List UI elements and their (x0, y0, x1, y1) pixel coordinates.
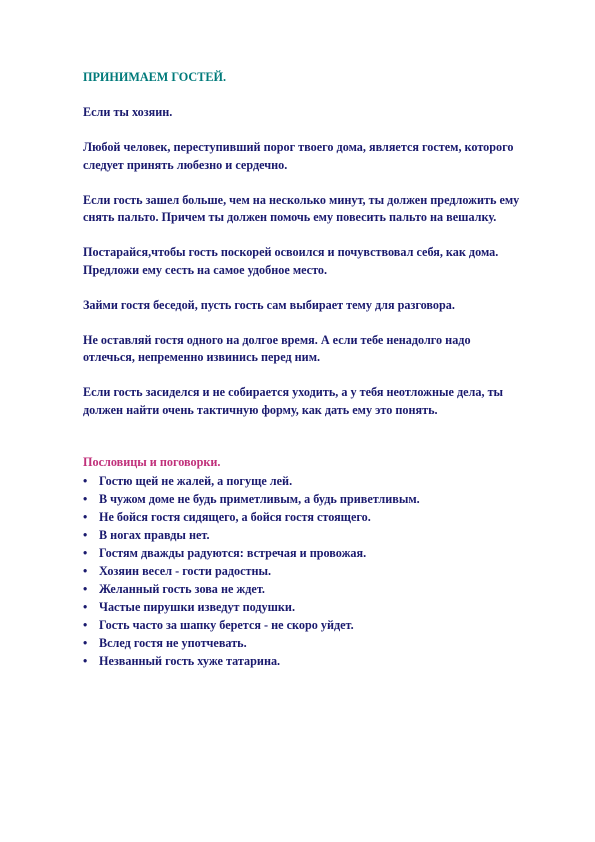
paragraph: Если гость засиделся и не собирается уходить, а у тебя неотложные дела, ты должен найти очень тактичную форму, как дать ему это понять. (83, 385, 504, 417)
proverb-text: Желанный гость зова не ждет. (99, 581, 265, 596)
list-item (83, 616, 523, 634)
bullet-icon: • (83, 617, 88, 632)
page-title: ПРИНИМАЕМ ГОСТЕЙ. (83, 70, 227, 84)
bullet-icon: • (83, 509, 88, 524)
bullet-icon: • (83, 527, 88, 542)
bullet-icon: • (83, 635, 88, 650)
paragraph: Не оставляй гостя одного на долгое время. А если тебе ненадолго надо отлечься, непременно извинись перед ним. (83, 332, 471, 364)
proverb-text: Не бойся гостя сидящего, а бойся гостя стоящего. (99, 509, 371, 524)
bullet-icon: • (83, 653, 88, 668)
bullet-icon: • (83, 473, 88, 488)
list-item (83, 598, 523, 616)
section-gap (83, 437, 523, 455)
list-item (83, 472, 523, 490)
proverb-text: Хозяин весел - гости радостны. (99, 563, 272, 578)
list-item (83, 652, 523, 670)
list-item (83, 544, 523, 562)
proverb-text: Частые пирушки изведут подушки. (99, 599, 295, 614)
bullet-icon: • (83, 545, 88, 560)
bullet-icon: • (83, 581, 88, 596)
proverb-text: Незванный гость хуже татарина. (99, 653, 281, 668)
list-item (83, 580, 523, 598)
paragraph: Если гость зашел больше, чем на несколько минут, ты должен предложить ему снять пальто. Причем ты должен помочь ему повесить пальто на вешалку. (83, 192, 520, 224)
proverbs-list (83, 472, 523, 670)
list-item (83, 634, 523, 652)
proverbs-title: Пословицы и поговорки. (83, 455, 221, 469)
list-item (83, 526, 523, 544)
proverb-text: Гостю щей не жалей, а погуще лей. (99, 473, 293, 488)
bullet-icon: • (83, 491, 88, 506)
host-heading: Если ты хозяин. (83, 105, 173, 119)
list-item (83, 490, 523, 508)
proverb-text: Вслед гостя не употчевать. (99, 635, 247, 650)
document-page (83, 69, 523, 670)
proverb-text: В чужом доме не будь приметливым, а будь приветливым. (99, 491, 420, 506)
paragraph: Постарайся,чтобы гость поскорей освоился и почувствовал себя, как дома. Предложи ему сесть на самое удобное место. (83, 245, 499, 277)
etiquette-paragraphs (83, 139, 523, 419)
proverb-text: В ногах правды нет. (99, 527, 210, 542)
paragraph: Любой человек, переступивший порог твоего дома, является гостем, которого следует принять любезно и сердечно. (83, 140, 514, 172)
proverb-text: Гость часто за шапку берется - не скоро уйдет. (99, 617, 354, 632)
list-item (83, 562, 523, 580)
bullet-icon: • (83, 599, 88, 614)
list-item (83, 508, 523, 526)
bullet-icon: • (83, 563, 88, 578)
paragraph: Займи гостя беседой, пусть гость сам выбирает тему для разговора. (83, 297, 455, 312)
proverb-text: Гостям дважды радуются: встречая и провожая. (99, 545, 367, 560)
